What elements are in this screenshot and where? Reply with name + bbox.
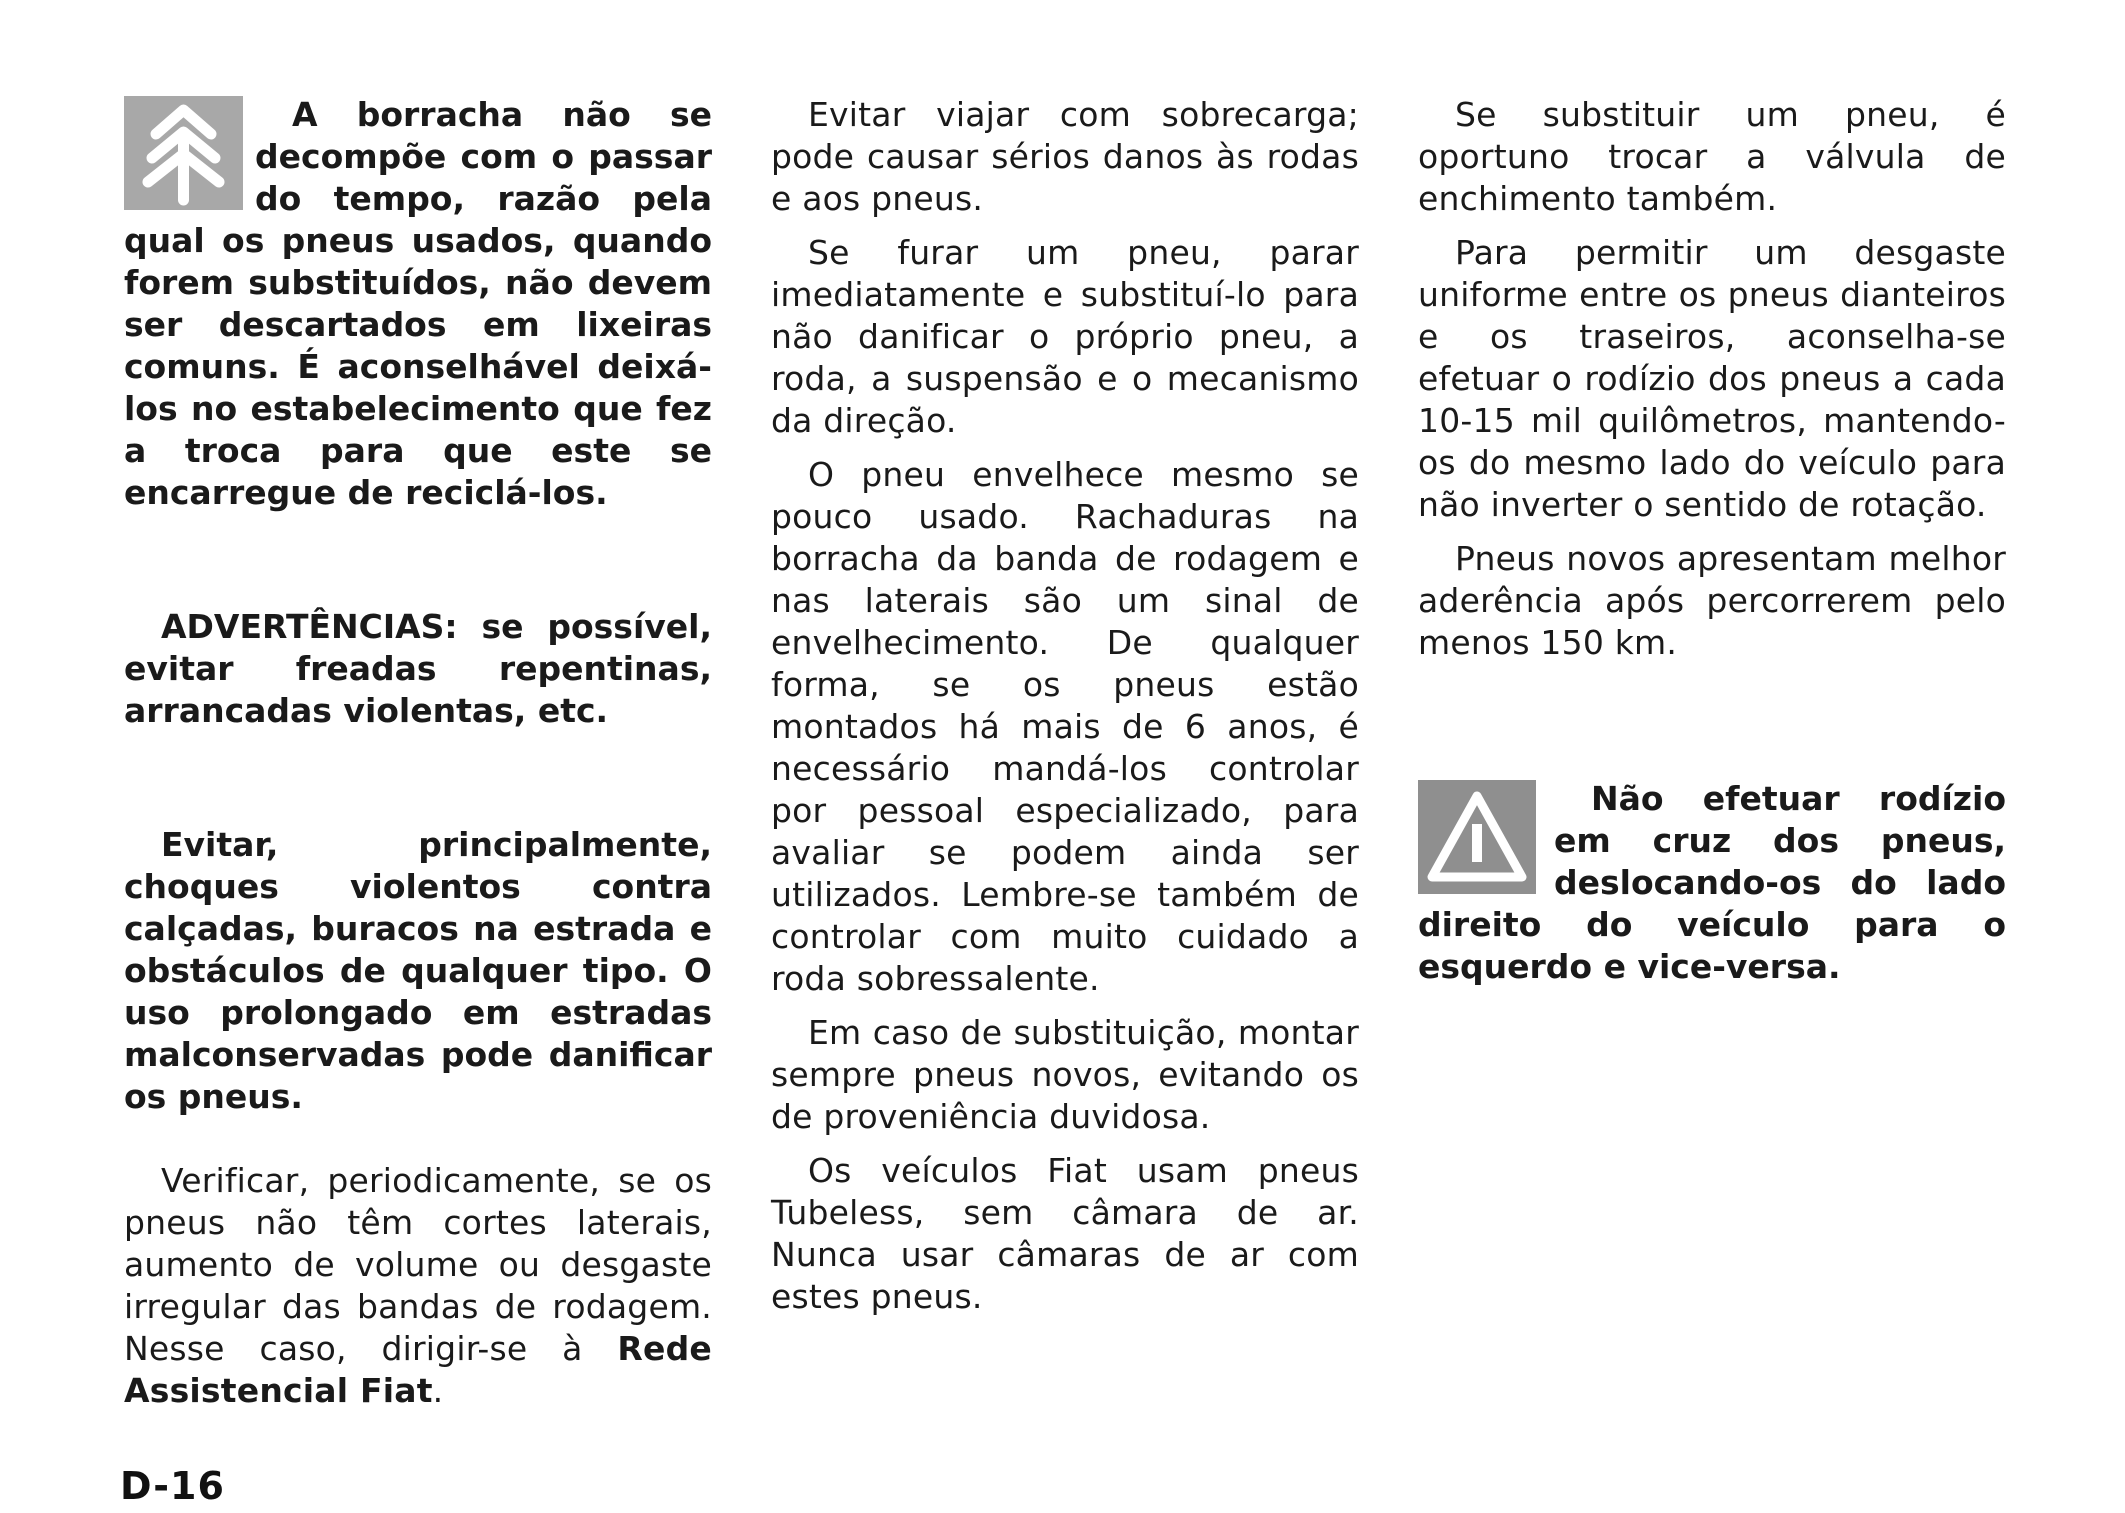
- aging-paragraph: O pneu envelhece mesmo se pouco usado. Rachaduras na borracha da banda de rodagem e nas laterais são um sinal de envelhecimento. De qualquer forma, se os pneus estão montados há mais de 6 anos, é necessário mandá-los controlar por pessoal especializado, para avaliar se podem ainda ser utilizados. Lembre-se também de controlar com muito cuidado a roda sobressalente.: [771, 455, 1359, 998]
- periodic-check-paragraph: [124, 1160, 712, 1412]
- replacement-paragraph: Em caso de substituição, montar sempre pneus novos, evitando os de proveniência duvidosa.: [771, 1013, 1359, 1136]
- left-column: [124, 94, 712, 1412]
- overload-paragraph: Evitar viajar com sobrecarga; pode causar sérios danos às rodas e aos pneus.: [771, 95, 1359, 218]
- service-network-name: Rede Assistencial Fiat: [124, 1329, 712, 1410]
- new-tires-paragraph: Pneus novos apresentam melhor aderência após percorrerem pelo menos 150 km.: [1418, 539, 2006, 662]
- rotation-warning-block: [1418, 778, 2006, 988]
- right-column: [1418, 94, 2006, 988]
- page-number: D-16: [120, 1464, 225, 1508]
- middle-column: [771, 94, 1359, 1318]
- rotation-paragraph: Para permitir um desgaste uniforme entre os pneus dianteiros e os traseiros, aconselha-se efetuar o rodízio dos pneus a cada 10-15 mil quilômetros, mantendo-os do mesmo lado do veículo para não inverter o sentido de rotação.: [1418, 233, 2006, 524]
- rotation-warning-text: Não efetuar rodízio em cruz dos pneus, deslocando-os do lado direito do veículo para o esquerdo e vice-versa.: [1418, 779, 2006, 986]
- warnings-note: ADVERTÊNCIAS: se possível, evitar freadas repentinas, arrancadas violentas, etc.: [124, 607, 712, 730]
- tree-recycle-icon: [124, 96, 243, 210]
- avoid-impacts-note: Evitar, principalmente, choques violentos contra calçadas, buracos na estrada e obstáculos de qualquer tipo. O uso prolongado em estradas malconservadas pode danificar os pneus.: [124, 825, 712, 1116]
- recycle-note: A borracha não se decompõe com o passar do tempo, razão pela qual os pneus usados, quando forem substituídos, não devem ser descartados em lixeiras comuns. É aconselhável deixá-los no estabelecimento que fez a troca para que este se encarregue de reciclá-los.: [124, 95, 712, 512]
- puncture-paragraph: Se furar um pneu, parar imediatamente e substituí-lo para não danificar o próprio pneu, a roda, a suspensão e o mecanismo da direção.: [771, 233, 1359, 440]
- periodic-check-end: .: [432, 1371, 444, 1410]
- periodic-check-text: Verificar, periodicamente, se os pneus não têm cortes laterais, aumento de volume ou desgaste irregular das bandas de rodagem. Nesse caso, dirigir-se à: [124, 1161, 712, 1368]
- warning-triangle-icon: [1418, 780, 1536, 894]
- valve-paragraph: Se substituir um pneu, é oportuno trocar a válvula de enchimento também.: [1418, 95, 2006, 218]
- tubeless-paragraph: Os veículos Fiat usam pneus Tubeless, sem câmara de ar. Nunca usar câmaras de ar com estes pneus.: [771, 1151, 1359, 1316]
